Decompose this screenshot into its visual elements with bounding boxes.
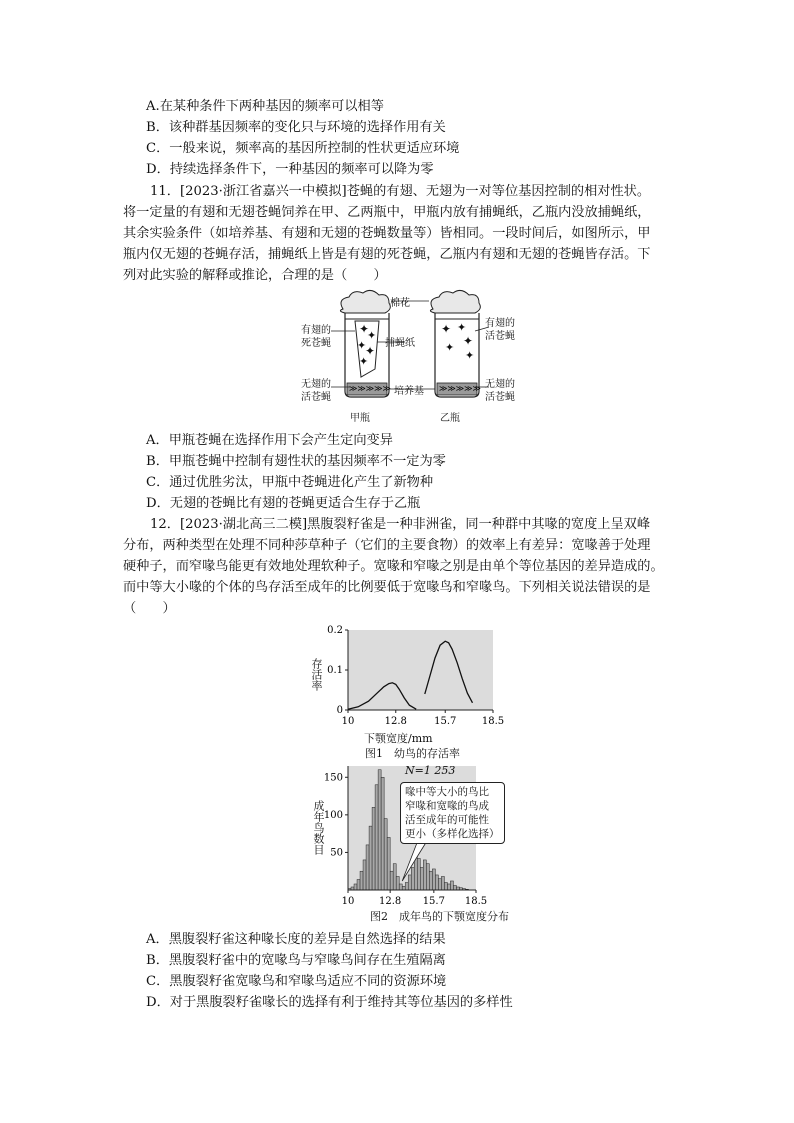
label-cotton: 棉花 [390, 298, 410, 309]
q11-stem-line: 其余实验条件（如培养基、有翅和无翅的苍蝇数量等）皆相同。一段时间后，如图所示，甲 [123, 226, 651, 241]
histogram-bar [450, 881, 453, 890]
callout-line: 喙中等大小的鸟比 [405, 786, 489, 798]
x-tick-label: 15.7 [422, 896, 445, 907]
histogram-bar [435, 875, 438, 890]
q12-stem-line: 12．[2023·湖北高三二模]黑腹裂籽雀是一种非洲雀，同一种群中其喙的宽度上呈双峰 [150, 517, 651, 532]
x-tick-label: 10 [341, 896, 355, 907]
histogram-bar [360, 871, 363, 890]
histogram-bar [417, 858, 420, 890]
svg-text:✦: ✦ [463, 334, 474, 348]
svg-text:✦: ✦ [445, 341, 455, 354]
x-tick-label: 18.5 [481, 716, 505, 727]
figure-1-title: 图1 幼鸟的存活率 [365, 747, 460, 760]
q10-option-d: D．持续选择条件下，一种基因的频率可以降为零 [146, 162, 434, 177]
label-wingless-live-b-2: 活苍蝇 [485, 392, 515, 403]
figure-1 [300, 622, 520, 762]
label-wingless-live-b-1: 无翅的 [485, 379, 515, 390]
live-flies [441, 321, 474, 362]
histogram-bar [357, 879, 360, 890]
q11-stem-line: 列对此实验的解释或推论，合理的是（ ） [123, 268, 387, 283]
q12-option-c: C．黑腹裂籽雀宽喙鸟和窄喙鸟适应不同的资源环境 [146, 974, 447, 989]
x-tick-label: 12.8 [379, 896, 402, 907]
svg-text:✦: ✦ [457, 321, 467, 334]
histogram-bar [438, 879, 441, 890]
histogram-bar [420, 867, 423, 890]
histogram-bar [378, 770, 381, 890]
q11-stem-line: 将一定量的有翅和无翅苍蝇饲养在甲、乙两瓶中，甲瓶内放有捕蝇纸，乙瓶内没放捕蝇纸， [123, 205, 651, 220]
histogram-bar [399, 884, 402, 890]
figure-2-n: N=1 253 [405, 764, 456, 777]
q10-option-c: C．一般来说，频率高的基因所控制的性状更适应环境 [146, 141, 460, 156]
callout-line: 窄喙和宽喙的鸟成 [405, 800, 489, 812]
figure-2 [300, 760, 520, 925]
figure-1-xlabel: 下颚宽度/mm [364, 732, 433, 745]
histogram-bar [423, 860, 426, 890]
q12-stem-line: 分布，两种类型在处理不同种莎草种子（它们的主要食物）的效率上有差异：宽喙善于处理 [123, 538, 651, 553]
q11-option-d: D．无翅的苍蝇比有翅的苍蝇更适合生存于乙瓶 [146, 496, 421, 511]
cotton-a [340, 290, 390, 313]
histogram-bar [354, 884, 357, 890]
label-winged-dead-2: 死苍蝇 [301, 338, 331, 349]
svg-text:✦: ✦ [357, 339, 367, 352]
svg-text:✦: ✦ [367, 329, 377, 342]
q11-option-b: B．甲瓶苍蝇中控制有翅性状的基因频率不一定为零 [146, 454, 446, 469]
histogram-bar [369, 826, 372, 890]
histogram-bar [387, 837, 390, 890]
q11-option-c: C．通过优胜劣汰，甲瓶中苍蝇进化产生了新物种 [146, 475, 434, 490]
q10-option-b: B．该种群基因频率的变化只与环境的选择作用有关 [146, 120, 446, 135]
histogram-bar [381, 777, 384, 890]
histogram-bar [408, 875, 411, 890]
histogram-bar [411, 867, 414, 890]
bottle-diagram [295, 287, 535, 427]
histogram-bar [441, 876, 444, 890]
q11-stem-line: 瓶内仅无翅的苍蝇存活，捕蝇纸上皆是有翅的死苍蝇，乙瓶内有翅和无翅的苍蝇皆存活。下 [123, 247, 651, 262]
label-winged-dead-1: 有翅的 [301, 325, 331, 336]
histogram-bar [453, 885, 456, 890]
label-bottle-b: 乙瓶 [440, 413, 460, 424]
histogram-bar [366, 845, 369, 890]
histogram-bar [444, 882, 447, 890]
x-tick-label: 12.8 [384, 716, 407, 727]
histogram-bar [393, 864, 396, 890]
q12-stem-line: 硬种子，而窄喙鸟能更有效地处理软种子。宽喙和窄喙之别是由单个等位基因的差异造成的。 [123, 559, 664, 574]
svg-text:✦: ✦ [359, 322, 370, 336]
plot-area [348, 630, 493, 710]
callout-line: 活至成年的可能性 [405, 814, 489, 826]
histogram-bar [363, 860, 366, 890]
y-tick-label: 0.1 [327, 665, 343, 676]
figure-1-ylabel: 存活率 [310, 658, 323, 691]
histogram-bar [402, 886, 405, 890]
svg-text:✦: ✦ [359, 355, 369, 368]
x-tick-label: 15.7 [434, 716, 457, 727]
histogram-bar [426, 864, 429, 890]
cotton-b [430, 290, 480, 313]
q12-option-a: A．黑腹裂籽雀这种喙长度的差异是自然选择的结果 [146, 932, 446, 947]
svg-text:≫≫≫≫≫: ≫≫≫≫≫ [349, 384, 391, 393]
svg-text:✦: ✦ [365, 344, 376, 358]
bottle-figure [295, 287, 535, 427]
q12-stem-line: （ ） [123, 601, 176, 616]
histogram-bar [405, 882, 408, 890]
histogram-bar [375, 785, 378, 890]
svg-text:✦: ✦ [441, 322, 452, 336]
figure-2-title: 图2 成年鸟的下颚宽度分布 [370, 910, 509, 923]
histogram-bar [390, 871, 393, 890]
histogram-bar [432, 869, 435, 890]
y-tick-label: 50 [330, 847, 343, 859]
label-winged-live-2: 活苍蝇 [485, 331, 515, 342]
label-wingless-live-1: 无翅的 [301, 379, 331, 390]
q10-option-a: A.在某种条件下两种基因的频率可以相等 [146, 99, 384, 114]
svg-text:✦: ✦ [465, 349, 475, 362]
x-tick-label: 10 [341, 716, 355, 727]
y-tick-label: 0 [336, 705, 343, 716]
q12-option-b: B．黑腹裂籽雀中的宽喙鸟与窄喙鸟间存在生殖隔离 [146, 953, 446, 968]
x-tick-label: 18.5 [464, 896, 488, 907]
histogram-bar [447, 884, 450, 890]
q12-option-d: D．对于黑腹裂籽雀喙长的选择有利于维持其等位基因的多样性 [146, 995, 513, 1010]
label-medium: 培养基 [394, 386, 424, 397]
label-winged-live-1: 有翅的 [485, 318, 515, 329]
histogram-bar [384, 819, 387, 890]
label-flypaper: 捕蝇纸 [385, 338, 415, 349]
figure-2-callout [400, 782, 505, 844]
histogram-bar [396, 876, 399, 890]
label-bottle-a: 甲瓶 [350, 413, 370, 424]
y-tick-label: 0.2 [327, 625, 343, 636]
svg-text:≫≫≫≫≫: ≫≫≫≫≫ [439, 384, 481, 393]
y-tick-label: 100 [323, 809, 343, 821]
q12-stem-line: 而中等大小喙的个体的鸟存活至成年的比例要低于宽喙鸟和窄喙鸟。下列相关说法错误的是 [123, 580, 651, 595]
q11-option-a: A．甲瓶苍蝇在选择作用下会产生定向变异 [146, 433, 393, 448]
histogram-bar [429, 871, 432, 890]
callout-line: 更小（多样化选择） [405, 828, 500, 840]
dead-flies [357, 322, 376, 368]
figure-2-ylabel: 成年鸟数目 [312, 800, 325, 855]
histogram-bar [372, 807, 375, 890]
q11-stem-line: 11．[2023·浙江省嘉兴一中模拟]苍蝇的有翅、无翅为一对等位基因控制的相对性状。 [150, 184, 651, 199]
label-wingless-live-2: 活苍蝇 [301, 392, 331, 403]
y-tick-label: 150 [323, 772, 343, 784]
